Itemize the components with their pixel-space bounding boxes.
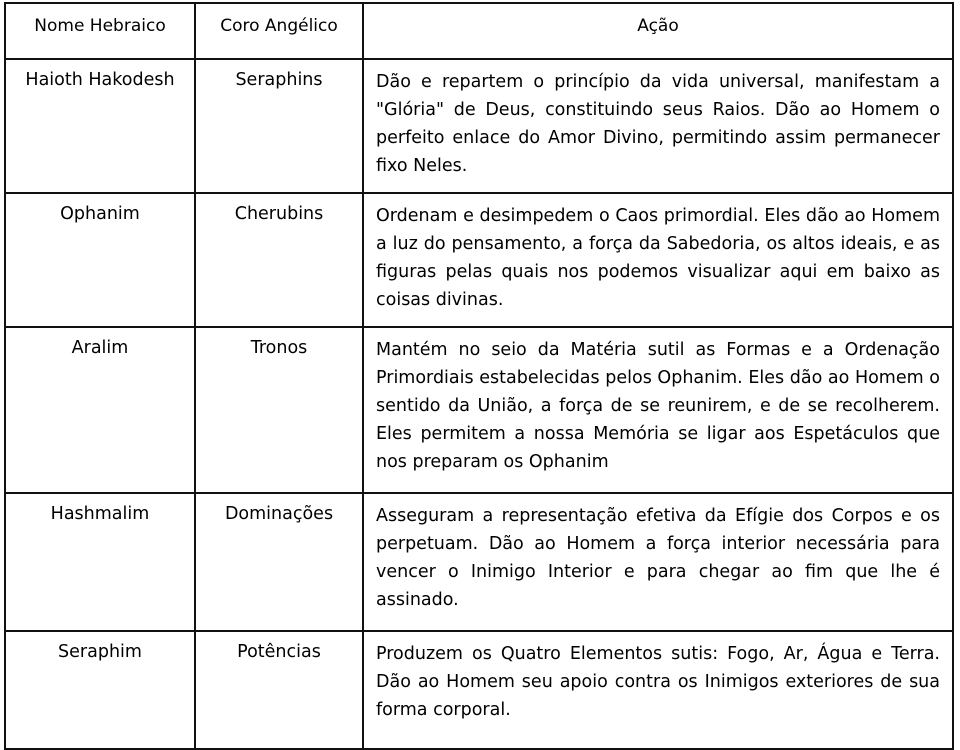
cell-nome: Ophanim bbox=[5, 193, 195, 327]
cell-coro: Dominações bbox=[195, 493, 363, 631]
header-coro-angelico: Coro Angélico bbox=[195, 3, 363, 59]
header-row bbox=[5, 3, 953, 59]
table-row bbox=[5, 493, 953, 631]
table-header bbox=[5, 3, 953, 59]
table-row bbox=[5, 631, 953, 749]
table-body bbox=[5, 59, 953, 749]
cell-coro: Cherubins bbox=[195, 193, 363, 327]
cell-nome: Haioth Hakodesh bbox=[5, 59, 195, 193]
cell-coro: Seraphins bbox=[195, 59, 363, 193]
table-row bbox=[5, 327, 953, 493]
cell-coro: Tronos bbox=[195, 327, 363, 493]
cell-acao: Asseguram a representação efetiva da Efígie dos Corpos e os perpetuam. Dão ao Homem a força interior necessária para vencer o Inimigo Interior e para chegar ao fim que lhe é assinado. bbox=[363, 493, 953, 631]
cell-nome: Hashmalim bbox=[5, 493, 195, 631]
cell-acao: Produzem os Quatro Elementos sutis: Fogo, Ar, Água e Terra. Dão ao Homem seu apoio contra os Inimigos exteriores de sua forma corporal. bbox=[363, 631, 953, 749]
header-nome-hebraico: Nome Hebraico bbox=[5, 3, 195, 59]
table-row bbox=[5, 59, 953, 193]
cell-coro: Potências bbox=[195, 631, 363, 749]
cell-acao: Dão e repartem o princípio da vida universal, manifestam a "Glória" de Deus, constituindo seus Raios. Dão ao Homem o perfeito enlace do Amor Divino, permitindo assim permanecer fixo Neles. bbox=[363, 59, 953, 193]
cell-acao: Mantém no seio da Matéria sutil as Formas e a Ordenação Primordiais estabelecidas pelos Ophanim. Eles dão ao Homem o sentido da União, a força de se reunirem, e de se recolherem. Eles permitem a nossa Memória se ligar aos Espetáculos que nos preparam os Ophanim bbox=[363, 327, 953, 493]
table-row bbox=[5, 193, 953, 327]
cell-acao: Ordenam e desimpedem o Caos primordial. Eles dão ao Homem a luz do pensamento, a força da Sabedoria, os altos ideais, e as figuras pelas quais nos podemos visualizar aqui em baixo as coisas divinas. bbox=[363, 193, 953, 327]
header-acao: Ação bbox=[363, 3, 953, 59]
cell-nome: Seraphim bbox=[5, 631, 195, 749]
angelic-choirs-table bbox=[4, 2, 954, 750]
cell-nome: Aralim bbox=[5, 327, 195, 493]
